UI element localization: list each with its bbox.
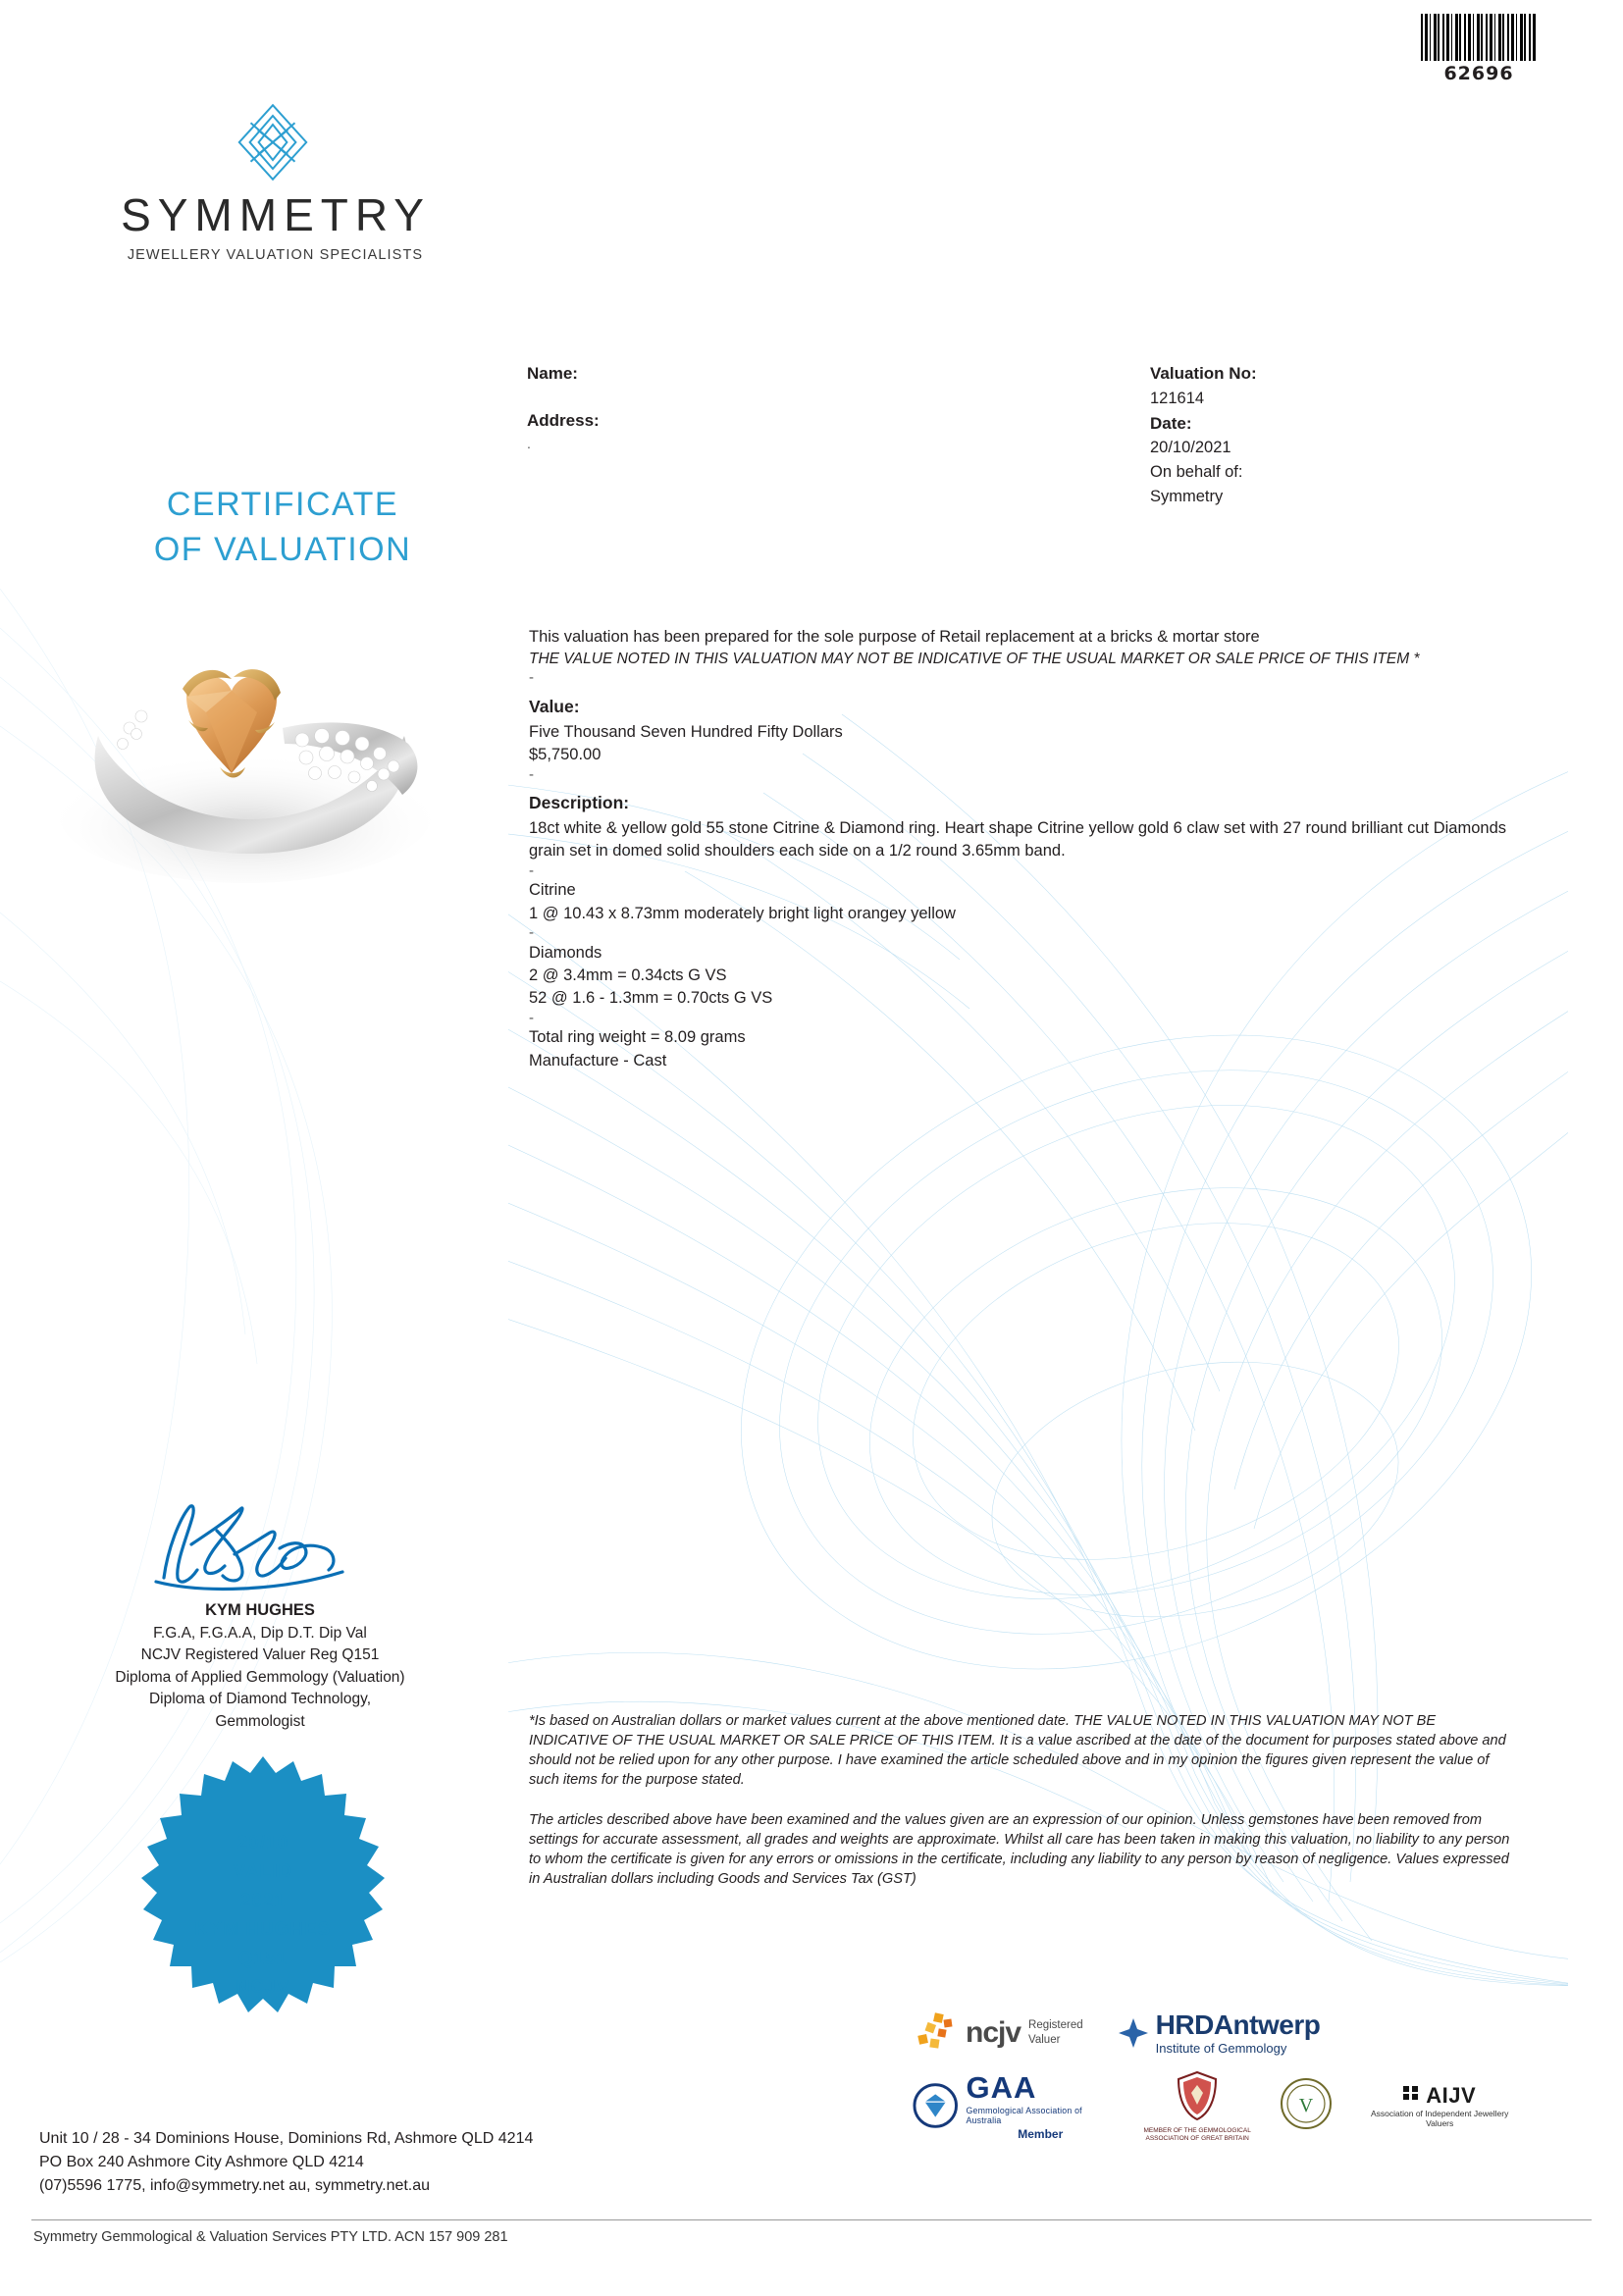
gaa-member-label: Member <box>1018 2127 1064 2142</box>
gagb-crest-logo-icon <box>1140 2069 1254 2143</box>
value-words: Five Thousand Seven Hundred Fifty Dollars <box>529 722 843 741</box>
barcode-block <box>1421 14 1537 84</box>
footer-address-line-1: Unit 10 / 28 - 34 Dominions House, Dominions Rd, Ashmore QLD 4214 <box>39 2130 534 2147</box>
total-ring-weight: Total ring weight = 8.09 grams <box>529 1028 746 1047</box>
disclaimer-text: THE VALUE NOTED IN THIS VALUATION MAY NOT BE INDICATIVE OF THE USUAL MARKET OR SALE PRICE OF THIS ITEM * <box>529 651 1420 668</box>
spacer-dash-2: - <box>529 765 534 783</box>
gaa-logo-icon <box>913 2070 1115 2141</box>
header-left-fields: Name: Address: . <box>527 364 600 451</box>
barcode-number: 62696 <box>1443 63 1514 84</box>
aijv-logo-icon <box>1358 2083 1521 2129</box>
credential-line: F.G.A, F.G.A.A, Dip D.T. Dip Val <box>153 1625 367 1642</box>
spacer-dash-3: - <box>529 861 534 879</box>
ncjv-sub-2: Valuer <box>1028 2033 1061 2046</box>
handwritten-signature-icon <box>132 1491 388 1594</box>
brand-logo-block <box>86 98 459 263</box>
seal-line: KYM HUGHES <box>194 1919 332 1941</box>
barcode-image <box>1421 14 1537 61</box>
hrd-wordmark: HRDAntwerp <box>1155 2009 1321 2040</box>
spacer-dash-1: - <box>529 669 534 687</box>
valuer-credentials <box>39 1623 481 1733</box>
ring-photograph-icon <box>39 618 481 903</box>
date-label: Date: <box>1150 413 1192 433</box>
manufacture-text: Manufacture - Cast <box>529 1051 667 1070</box>
diamonds-line-1: 2 @ 3.4mm = 0.34cts G VS <box>529 966 727 985</box>
diamonds-line-2: 52 @ 1.6 - 1.3mm = 0.70cts G VS <box>529 989 773 1008</box>
page-title-line1: CERTIFICATE <box>166 486 399 523</box>
footer-legal-text: Symmetry Gemmological & Valuation Services PTY LTD. ACN 157 909 281 <box>33 2229 508 2245</box>
footnote-1: *Is based on Australian dollars or market values current at the above mentioned date. THE VALUE NOTED IN THIS VALUATION MAY NOT BE INDICATIVE OF THE USUAL MARKET OR SALE PRICE OF THIS ITEM. It is a value ascribed at the date of the document for purposes stated above and should not be relied upon for any other purpose. I have examined the article scheduled above and in my opinion the figures given represent the value of such items for the purpose stated. <box>529 1713 1506 1788</box>
value-figures: $5,750.00 <box>529 746 602 764</box>
ncjv-wordmark: ncjv <box>966 2015 1021 2049</box>
on-behalf-value: Symmetry <box>1150 487 1224 505</box>
gaa-subtitle: Gemmological Association of Australia <box>966 2106 1082 2126</box>
citrine-detail: 1 @ 10.43 x 8.73mm moderately bright light orangey yellow <box>529 904 956 922</box>
ncjv-sub-1: Registered <box>1028 2019 1083 2032</box>
valuation-body <box>529 626 1520 1072</box>
description-text: 18ct white & yellow gold 55 stone Citrine & Diamond ring. Heart shape Citrine yellow gold 6 claw set with 27 round brilliant cut Diamonds grain set in domed solid shoulders each side on a 1/2 round 3.65mm band. <box>529 818 1506 861</box>
value-label: Value: <box>529 696 580 716</box>
credential-line: NCJV Registered Valuer Reg Q151 <box>140 1646 380 1664</box>
accreditation-logos <box>913 2009 1521 2176</box>
diamonds-heading: Diamonds <box>529 943 602 962</box>
ncjv-logo-icon <box>913 2011 1083 2055</box>
gagb-subtitle: MEMBER OF THE GEMMOLOGICAL ASSOCIATION OF GREAT BRITAIN <box>1143 2127 1251 2142</box>
seal-line: 2021 <box>239 1890 287 1911</box>
page-title <box>86 483 479 573</box>
address-label: Address: <box>527 410 600 430</box>
seal-text <box>116 1756 410 2051</box>
footnote-2: The articles described above have been examined and the values given are an expression of our opinion. Unless gemstones have been removed from settings for accurate assessment, all grades and weights are approximate. Whilst all care has been taken in making this valuation, no liability to any person to whom the certificate is given for any errors or omissions in the certificate, including any liability to any person by reason of negligence. Values expressed in Australian dollars including Goods and Services Tax (GST) <box>529 1812 1510 1887</box>
credential-line: Diploma of Diamond Technology, <box>148 1691 372 1708</box>
svg-text:V: V <box>1299 2094 1314 2116</box>
seal-line: NCJV <box>236 1977 290 1999</box>
aijv-wordmark: AIJV <box>1426 2082 1477 2108</box>
footer-address-line-2: PO Box 240 Ashmore City Ashmore QLD 4214 <box>39 2154 364 2170</box>
valuer-name: KYM HUGHES <box>205 1601 315 1619</box>
footer-divider <box>31 2219 1592 2220</box>
header-right-fields <box>1150 361 1257 509</box>
credential-line: Diploma of Applied Gemmology (Valuation) <box>115 1668 405 1686</box>
footer-contact: (07)5596 1775, info@symmetry.net au, symmetry.net.au <box>39 2177 431 2194</box>
footnotes-block <box>529 1712 1515 1890</box>
citrine-heading: Citrine <box>529 881 576 900</box>
footer-address-block <box>39 2127 533 2198</box>
page-title-line2: OF VALUATION <box>153 530 412 568</box>
starburst-seal-icon <box>116 1756 410 2051</box>
seal-line: VALID <box>233 1861 293 1883</box>
symmetry-diamond-logo-icon <box>229 98 317 186</box>
valuation-no-value: 121614 <box>1150 389 1205 407</box>
aijv-subtitle: Association of Independent Jewellery Valuers <box>1371 2108 1509 2129</box>
seal-line: 20/10 <box>236 1833 289 1853</box>
spacer-dash-5: - <box>529 1009 534 1026</box>
purpose-text: This valuation has been prepared for the sole purpose of Retail replacement at a bricks & mortar store <box>529 628 1260 646</box>
valuer-signature-block <box>39 1491 481 1733</box>
credential-line: Gemmologist <box>215 1712 305 1730</box>
brand-name: SYMMETRY <box>121 189 431 240</box>
date-value: 20/10/2021 <box>1150 439 1231 457</box>
name-label: Name: <box>527 364 578 383</box>
brand-tagline: JEWELLERY VALUATION SPECIALISTS <box>127 247 424 263</box>
valuation-no-label: Valuation No: <box>1150 364 1257 383</box>
spacer-dash-4: - <box>529 924 534 942</box>
gaa-wordmark: GAA <box>966 2070 1037 2106</box>
on-behalf-label: On behalf of: <box>1150 463 1243 481</box>
hrd-subtitle: Institute of Gemmology <box>1155 2041 1287 2056</box>
hrd-antwerp-logo-icon <box>1117 2009 1321 2056</box>
seal-line: Q151 <box>237 1948 288 1969</box>
description-label: Description: <box>529 793 630 813</box>
registered-valuer-seal-logo-icon <box>1280 2077 1333 2135</box>
